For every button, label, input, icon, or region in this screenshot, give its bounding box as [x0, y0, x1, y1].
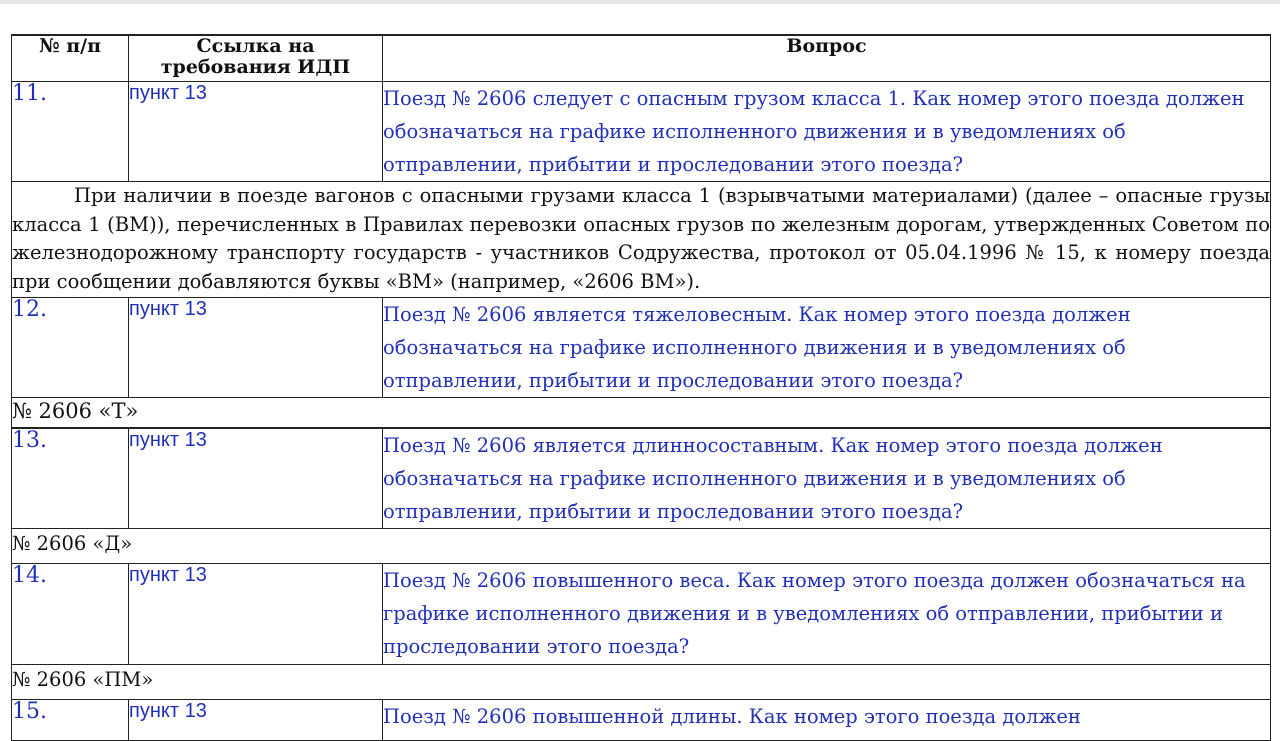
questions-table [11, 34, 1271, 741]
table-row [12, 699, 1271, 740]
row-number: 12. [12, 297, 129, 397]
answer-row [12, 182, 1271, 298]
row-question: Поезд № 2606 является длинносоставным. Как номер этого поезда должен обозначаться на графике исполненного движения и в уведомлениях об отправлении, прибытии и проследовании этого поезда? [383, 428, 1271, 529]
answer-row [12, 528, 1271, 563]
row-reference: пункт 13 [129, 563, 383, 664]
row-number: 14. [12, 563, 129, 664]
row-answer: № 2606 «Т» [12, 397, 1271, 428]
row-reference: пункт 13 [129, 297, 383, 397]
table-header-row [12, 35, 1271, 82]
row-reference: пункт 13 [129, 428, 383, 529]
table-row [12, 82, 1271, 182]
answer-row [12, 397, 1271, 428]
row-question: Поезд № 2606 является тяжеловесным. Как номер этого поезда должен обозначаться на графике исполненного движения и в уведомлениях об отправлении, прибытии и проследовании этого поезда? [383, 297, 1271, 397]
row-answer: № 2606 «ПМ» [12, 664, 1271, 699]
row-number: 11. [12, 82, 129, 182]
table-row [12, 428, 1271, 529]
row-question: Поезд № 2606 следует с опасным грузом класса 1. Как номер этого поезда должен обозначаться на графике исполненного движения и в уведомлениях об отправлении, прибытии и проследовании этого поезда? [383, 82, 1271, 182]
row-number: 13. [12, 428, 129, 529]
header-reference [129, 35, 383, 82]
row-number: 15. [12, 699, 129, 740]
table-row [12, 297, 1271, 397]
header-reference-line1: Ссылка на [196, 35, 315, 57]
row-answer: № 2606 «Д» [12, 528, 1271, 563]
table-row [12, 563, 1271, 664]
header-reference-line2: требования ИДП [160, 56, 351, 78]
row-reference: пункт 13 [129, 699, 383, 740]
row-question: Поезд № 2606 повышенной длины. Как номер этого поезда должен [383, 699, 1271, 740]
header-number: № п/п [12, 35, 129, 82]
header-question: Вопрос [383, 35, 1271, 82]
row-question: Поезд № 2606 повышенного веса. Как номер этого поезда должен обозначаться на графике исполненного движения и в уведомлениях об отправлении, прибытии и проследовании этого поезда? [383, 563, 1271, 664]
answer-row [12, 664, 1271, 699]
top-edge [0, 0, 1280, 4]
row-reference: пункт 13 [129, 82, 383, 182]
row-answer: При наличии в поезде вагонов с опасными грузами класса 1 (взрывчатыми материалами) (далее – опасные грузы класса 1 (ВМ)), перечисленных в Правилах перевозки опасных грузов по железным дорогам, утвержденных Советом по железнодорожному транспорту государств - участников Содружества, протокол от 05.04.1996 № 15, к номеру поезда при сообщении добавляются буквы «ВМ» (например, «2606 ВМ»). [12, 182, 1271, 298]
